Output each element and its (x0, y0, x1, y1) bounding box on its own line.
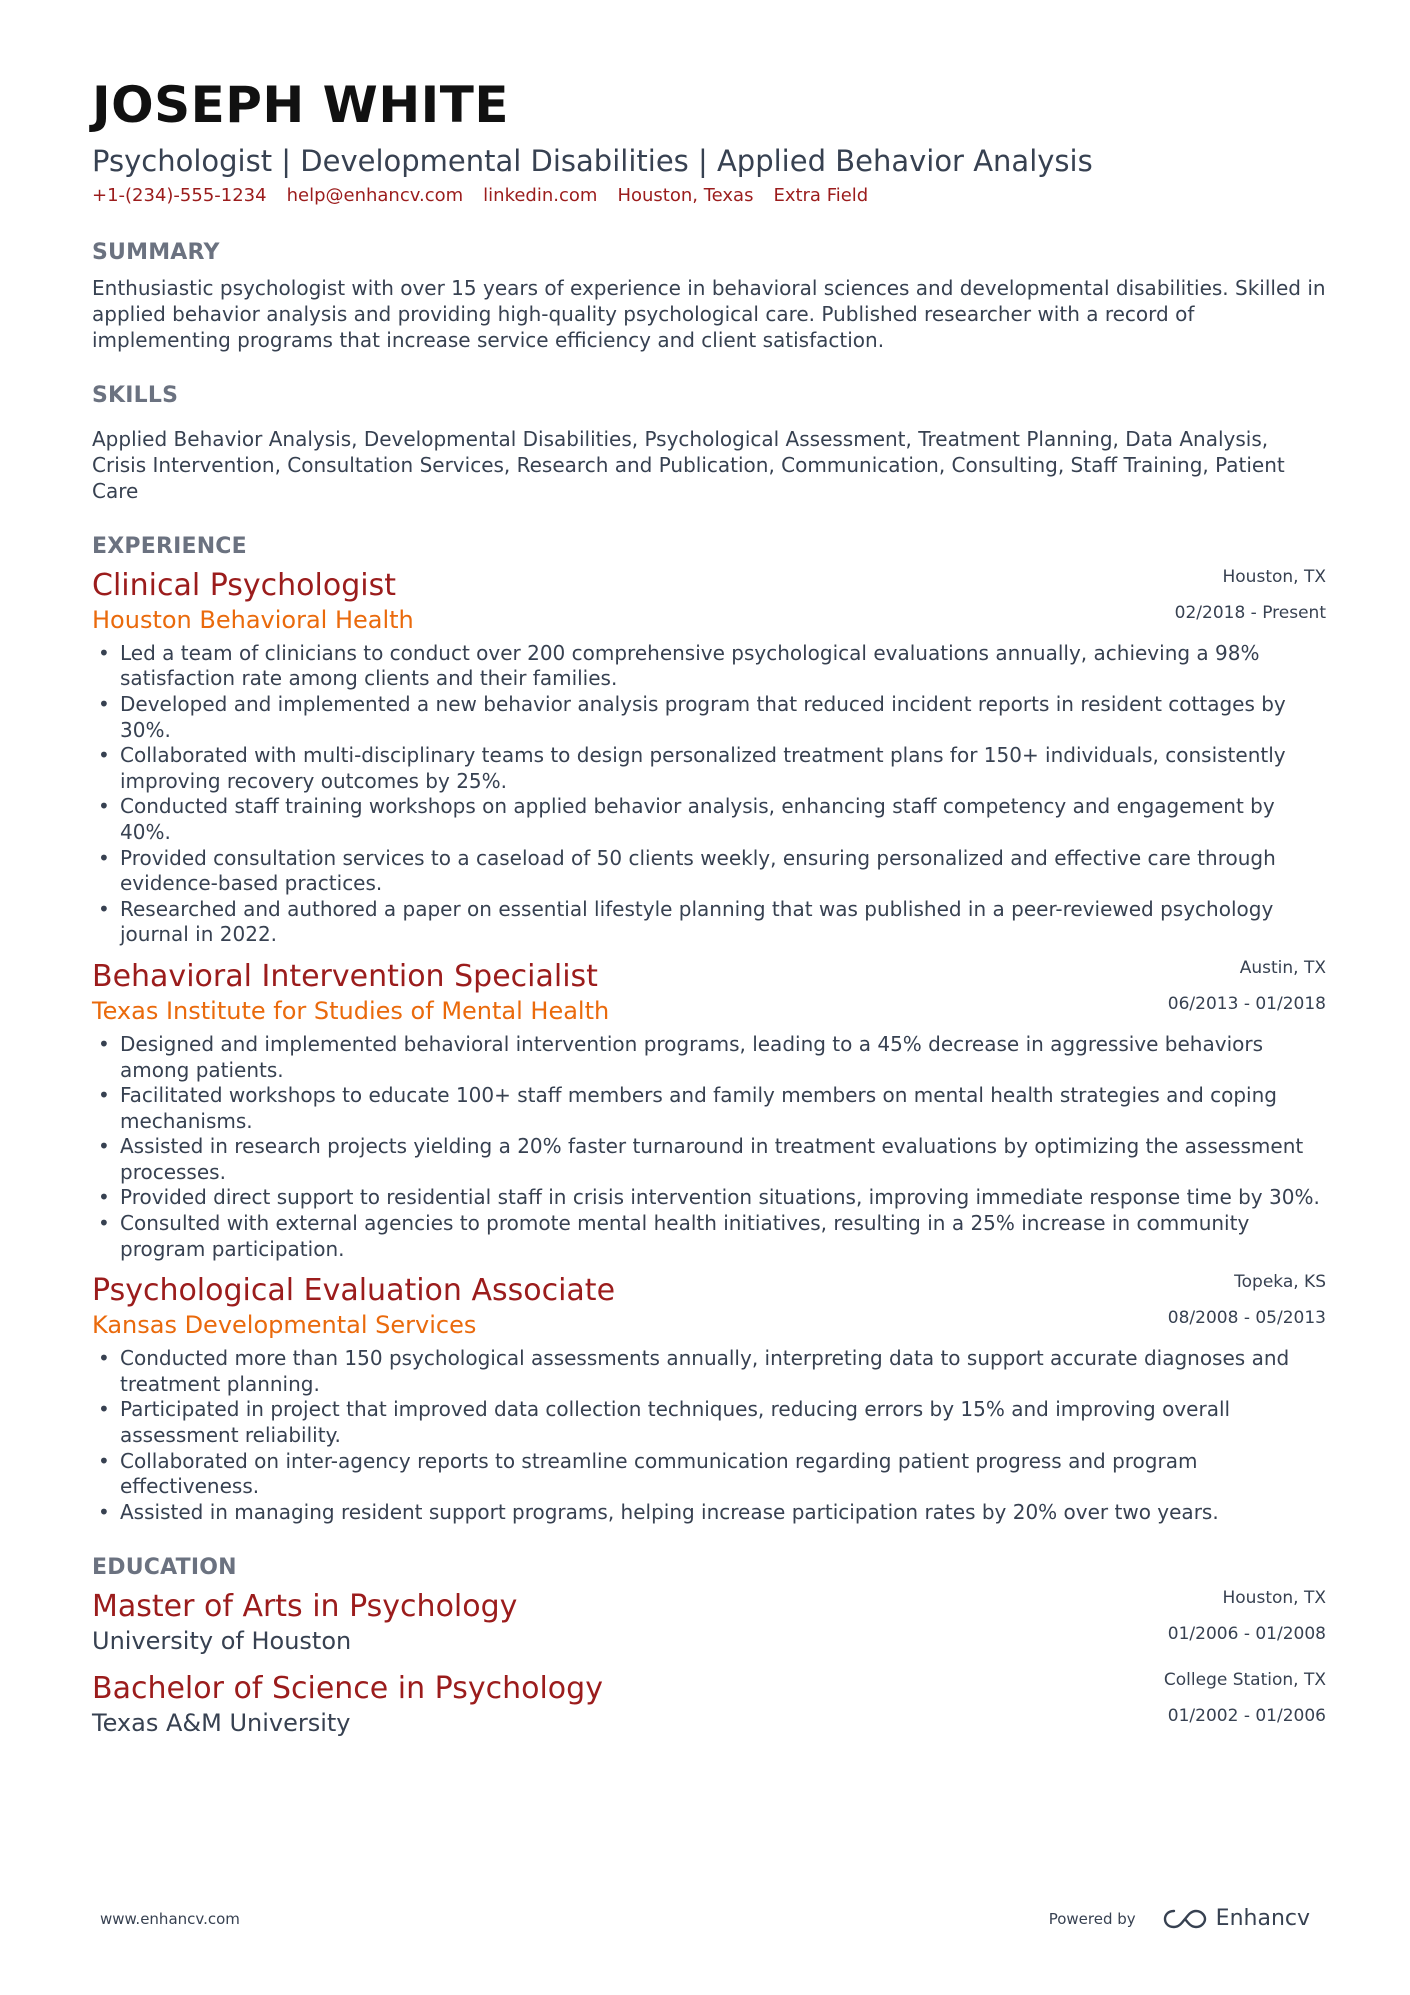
education-dates: 01/2006 - 01/2008 (1167, 1624, 1326, 1645)
job-bullet: • Developed and implemented a new behavior analysis program that reduced incident reports in resident cottages by 30%. (92, 692, 1326, 743)
phone-link[interactable]: +1-(234)-555-1234 (92, 184, 267, 206)
enhancv-logo[interactable] (1162, 1906, 1310, 1931)
job-title: Behavioral Intervention Specialist (92, 958, 598, 994)
infinity-logo-icon (1162, 1907, 1208, 1931)
school-name: University of Houston (92, 1627, 352, 1656)
education-location: Houston, TX (1222, 1588, 1326, 1609)
job-dates: 02/2018 - Present (1174, 602, 1326, 623)
job-title: Clinical Psychologist (92, 567, 396, 603)
job-bullet: • Led a team of clinicians to conduct over 200 comprehensive psychological evaluations annually, achieving a 98% satisfaction rate among clients and their families. (92, 641, 1326, 692)
extra-field-text: Extra Field (773, 184, 869, 206)
education-heading: EDUCATION (92, 1555, 237, 1581)
candidate-name: JOSEPH WHITE (92, 76, 510, 134)
education-location: College Station, TX (1163, 1670, 1326, 1691)
job-bullets (92, 1346, 1326, 1525)
school-name: Texas A&M University (92, 1709, 351, 1738)
job-location: Austin, TX (1239, 957, 1326, 978)
contact-row (92, 185, 1326, 206)
footer-branding (1049, 1906, 1310, 1931)
powered-by-text: Powered by (1048, 1909, 1136, 1928)
logo-text: Enhancv (1215, 1906, 1310, 1931)
job-title: Psychological Evaluation Associate (92, 1273, 616, 1309)
experience-section (92, 534, 1326, 1526)
job-bullet: • Participated in project that improved data collection techniques, reducing errors by 15% and improving overall assessment reliability. (92, 1397, 1326, 1448)
job-header (92, 1272, 1326, 1340)
experience-heading: EXPERIENCE (92, 533, 247, 559)
company-name: Houston Behavioral Health (92, 605, 414, 634)
footer-url-link[interactable]: www.enhancv.com (100, 1910, 240, 1928)
company-name: Texas Institute for Studies of Mental Health (92, 996, 610, 1025)
linkedin-link[interactable]: linkedin.com (483, 184, 598, 206)
job-bullet: • Designed and implemented behavioral intervention programs, leading to a 45% decrease in aggressive behaviors among patients. (92, 1032, 1326, 1083)
job-bullet: • Provided direct support to residential staff in crisis intervention situations, improving immediate response time by 30%. (92, 1185, 1326, 1211)
candidate-headline: Psychologist | Developmental Disabilities | Applied Behavior Analysis (92, 144, 1093, 178)
job-bullet: • Consulted with external agencies to promote mental health initiatives, resulting in a 25% increase in community program participation. (92, 1211, 1326, 1262)
email-link[interactable]: help@enhancv.com (286, 184, 464, 206)
degree-title: Master of Arts in Psychology (92, 1589, 518, 1625)
job-bullets (92, 1032, 1326, 1262)
job-dates: 06/2013 - 01/2018 (1167, 993, 1326, 1014)
skills-section (92, 383, 1326, 504)
job-header (92, 958, 1326, 1026)
job-bullet: • Assisted in managing resident support programs, helping increase participation rates by 20% over two years. (92, 1500, 1326, 1526)
degree-title: Bachelor of Science in Psychology (92, 1671, 603, 1707)
resume-page (92, 76, 1326, 1738)
job-bullet: • Provided consultation services to a caseload of 50 clients weekly, ensuring personalized and effective care through evidence-based practices. (92, 846, 1326, 897)
job-entry (92, 958, 1326, 1262)
summary-section (92, 240, 1326, 353)
skills-text: Applied Behavior Analysis, Developmental Disabilities, Psychological Assessment, Treatment Planning, Data Analysis, Crisis Intervention, Consultation Services, Research and Publication, Communication, Consulting, Staff Training, Patient Care (92, 426, 1285, 503)
company-name: Kansas Developmental Services (92, 1311, 477, 1340)
summary-text: Enthusiastic psychologist with over 15 years of experience in behavioral sciences and developmental disabilities. Skilled in applied behavior analysis and providing high-quality psychological care. Published researcher with a record of implementing programs that increase service efficiency and client satisfaction. (92, 275, 1326, 352)
job-location: Topeka, KS (1234, 1272, 1326, 1293)
job-bullet: • Researched and authored a paper on essential lifestyle planning that was published in a peer-reviewed psychology journal in 2022. (92, 897, 1326, 948)
education-entry (92, 1670, 1326, 1738)
job-bullet: • Collaborated with multi-disciplinary teams to design personalized treatment plans for 150+ individuals, consistently improving recovery outcomes by 25%. (92, 743, 1326, 794)
job-location: Houston, TX (1222, 566, 1326, 587)
job-bullet: • Facilitated workshops to educate 100+ staff members and family members on mental health strategies and coping mechanisms. (92, 1083, 1326, 1134)
job-bullets (92, 641, 1326, 948)
summary-heading: SUMMARY (92, 239, 220, 265)
education-entry (92, 1588, 1326, 1656)
job-header (92, 567, 1326, 635)
page-footer (100, 1906, 1310, 1936)
education-section (92, 1555, 1326, 1738)
job-bullet: • Assisted in research projects yielding a 20% faster turnaround in treatment evaluations by optimizing the assessment processes. (92, 1134, 1326, 1185)
job-bullet: • Conducted staff training workshops on applied behavior analysis, enhancing staff competency and engagement by 40%. (92, 794, 1326, 845)
location-text: Houston, Texas (617, 184, 754, 206)
job-entry (92, 1272, 1326, 1525)
job-bullet: • Collaborated on inter-agency reports to streamline communication regarding patient progress and program effectiveness. (92, 1449, 1326, 1500)
job-entry (92, 567, 1326, 948)
job-bullet: • Conducted more than 150 psychological assessments annually, interpreting data to support accurate diagnoses and treatment planning. (92, 1346, 1326, 1397)
skills-heading: SKILLS (92, 382, 179, 408)
education-dates: 01/2002 - 01/2006 (1167, 1706, 1326, 1727)
job-dates: 08/2008 - 05/2013 (1167, 1308, 1326, 1329)
